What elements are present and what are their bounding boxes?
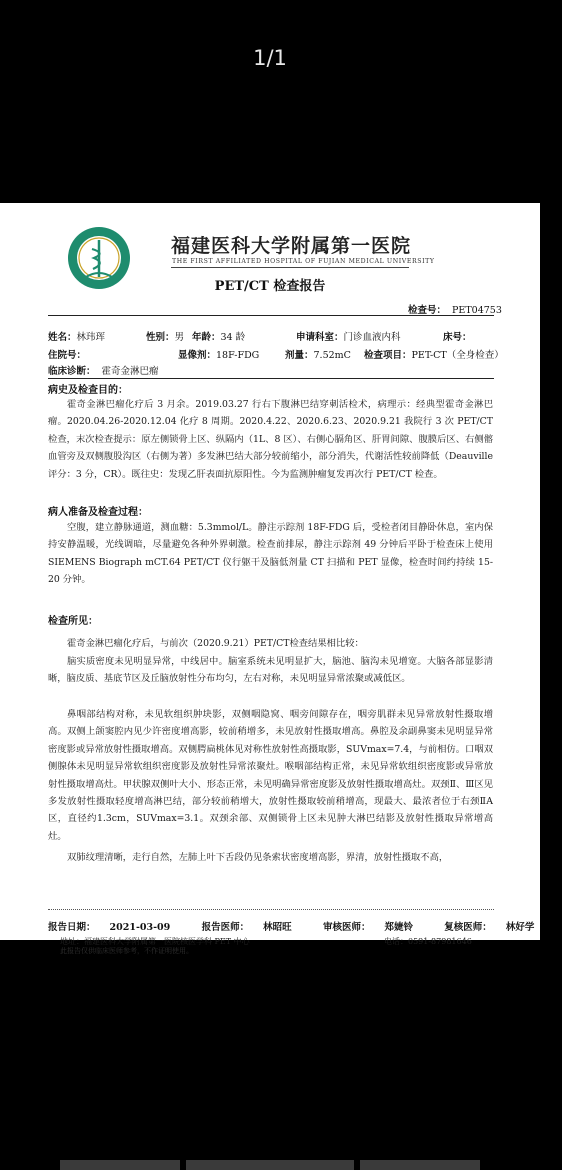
report-title: PET/CT 检查报告 xyxy=(214,279,326,294)
recheck-label: 复核医师： xyxy=(444,922,492,933)
findings-brain: 脑实质密度未见明显异常，中线居中。脑室系统未见明显扩大，脑池、脑沟未见增宽。大脑各部显影清晰，脑皮质、基底节区及丘脑放射性分布均匀，左右对称，未见明显异常浓聚或减低区。 xyxy=(48,656,493,685)
tracer-label: 显像剂： xyxy=(178,350,217,361)
history-text: 霍奇金淋巴瘤化疗后 3 月余。2019.03.27 行右下腹淋巴结穿刺活检术，病理示：经典型霍奇金淋巴瘤。2020.04.26-2020.12.04 化疗 8 周期。2020.4.22、2020.6.23、2020.9.21 我院行 3 次 PET/CT 检查，末次检查提示：原左侧锁骨上区、纵隔内（1L、8 区）、右侧心膈角区、肝胃间隙、腹膜后区、右侧髂血管旁及双侧腹股沟区（右侧为著）多发淋巴结大部分较前缩小，部分消失，代谢活性较前降低（Deauville 评分：3 分，CR）。既往史：发现乙肝表面抗原阳性。今为监测肿瘤复发再次行 PET/CT 检查。 xyxy=(48,399,493,480)
patient-dept: 门诊血液内科 xyxy=(343,332,401,343)
patient-age: 34 龄 xyxy=(220,332,246,343)
patient-rule xyxy=(48,378,494,379)
patient-sex: 男 xyxy=(174,332,185,343)
preparation-text: 空腹，建立静脉通道，测血糖：5.3mmol/L。静注示踪剂 18F-FDG 后，受检者闭目静卧休息，室内保持安静温暖，光线调暗，尽量避免各种外界刺激。检查前排尿，静注示踪剂 49 分钟后平卧于检查床上使用 SIEMENS Biograph mCT.64 PET/CT 仪行躯干及脑低剂量 CT 扫描和 PET 显像，检查时间约持续 15-20 分钟。 xyxy=(48,522,493,586)
exam-label: 检查项目： xyxy=(364,350,412,361)
reporter-name: 林昭旺 xyxy=(263,922,292,933)
findings-intro: 霍奇金淋巴瘤化疗后，与前次（2020.9.21）PET/CT检查结果相比较： xyxy=(67,638,364,649)
exam-number-value: PET04753 xyxy=(452,305,502,316)
exam-value: PET-CT（全身检查） xyxy=(411,350,504,361)
top-rule xyxy=(48,315,494,316)
inpatient-label: 住院号： xyxy=(48,350,87,361)
findings-head-neck: 鼻咽部结构对称，未见软组织肿块影，双侧咽隐窝、咽旁间隙存在，咽旁肌群未见异常放射性摄取增高。双侧上颌窦腔内见少许密度增高影，较前稍增多，未见放射性摄取增高。鼻腔及余副鼻窦未见明显异常密度影或异常放射性摄取增高。双侧腭扁桃体见对称性放射性高摄取影，SUVmax=7.4，与前相仿。口咽双侧腺体未见明显异常软组织密度影及放射性异常浓聚灶。喉咽部结构正常，未见异常软组织密度影或异常放射性摄取增高灶。甲状腺双侧叶大小、形态正常，未见明确异常密度影及放射性摄取增高灶。双颈Ⅱ、Ⅲ区见多发放射性摄取轻度增高淋巴结，部分较前稍增大，放射性摄取较前稍增高，现最大、最浓者位于右颈ⅡA区，直径约1.3cm，SUVmax=3.1。双颈余部、双侧锁骨上区未见肿大淋巴结影及放射性摄取异常增高灶。 xyxy=(48,709,493,842)
recheck-name: 林好学 xyxy=(505,922,535,933)
bottom-thumb-2[interactable] xyxy=(186,1160,354,1170)
page-indicator: 1/1 xyxy=(253,46,287,70)
report-date: 2021-03-09 xyxy=(109,922,171,933)
footer-address: 地址：福建医科大学附属第一医院核医学科 PET 中心 xyxy=(60,937,250,946)
hospital-name: 福建医科大学附属第一医院 xyxy=(171,235,412,257)
report-document xyxy=(0,203,540,946)
diagnosis-label: 临床诊断： xyxy=(48,366,96,377)
reviewer-label: 审核医师： xyxy=(322,922,371,933)
exam-number xyxy=(408,302,502,316)
age-label: 年龄： xyxy=(192,332,221,343)
name-label: 姓名： xyxy=(48,332,77,343)
reporter-label: 报告医师： xyxy=(201,922,250,933)
findings-title: 检查所见： xyxy=(48,616,98,627)
bottom-thumb-3[interactable] xyxy=(360,1160,480,1170)
dose-label: 剂量： xyxy=(285,350,314,361)
findings-lungs: 双肺纹理清晰，走行自然，左肺上叶下舌段仍见条索状密度增高影，界清，放射性摄取不高， xyxy=(67,852,449,863)
bed-label: 床号： xyxy=(443,332,472,343)
report-date-label: 报告日期： xyxy=(48,922,96,933)
exam-number-label: 检查号： xyxy=(408,305,447,316)
bottom-thumb-1[interactable] xyxy=(60,1160,180,1170)
hospital-name-en: THE FIRST AFFILIATED HOSPITAL OF FUJIAN MEDICAL UNIVERSITY xyxy=(172,258,435,265)
tracer-value: 18F-FDG xyxy=(216,350,260,361)
dose-value: 7.52mC xyxy=(313,350,351,361)
footer-signatures xyxy=(48,919,562,933)
reviewer-name: 郑婕铃 xyxy=(384,922,413,933)
diagnosis-value: 霍奇金淋巴瘤 xyxy=(101,366,159,377)
preparation-title: 病人准备及检查过程： xyxy=(48,507,148,518)
footer-phone: 电话：0591-87981646 xyxy=(384,937,472,946)
dept-label: 申请科室： xyxy=(296,332,344,343)
footer-note: 此报告仅供临床医师参考，不作证明使用。 xyxy=(60,947,193,955)
history-title: 病史及检查目的： xyxy=(48,385,128,396)
sex-label: 性别： xyxy=(146,332,175,343)
header-rule xyxy=(171,267,409,268)
footer-rule xyxy=(48,909,494,910)
patient-name: 林玮珲 xyxy=(76,332,106,343)
